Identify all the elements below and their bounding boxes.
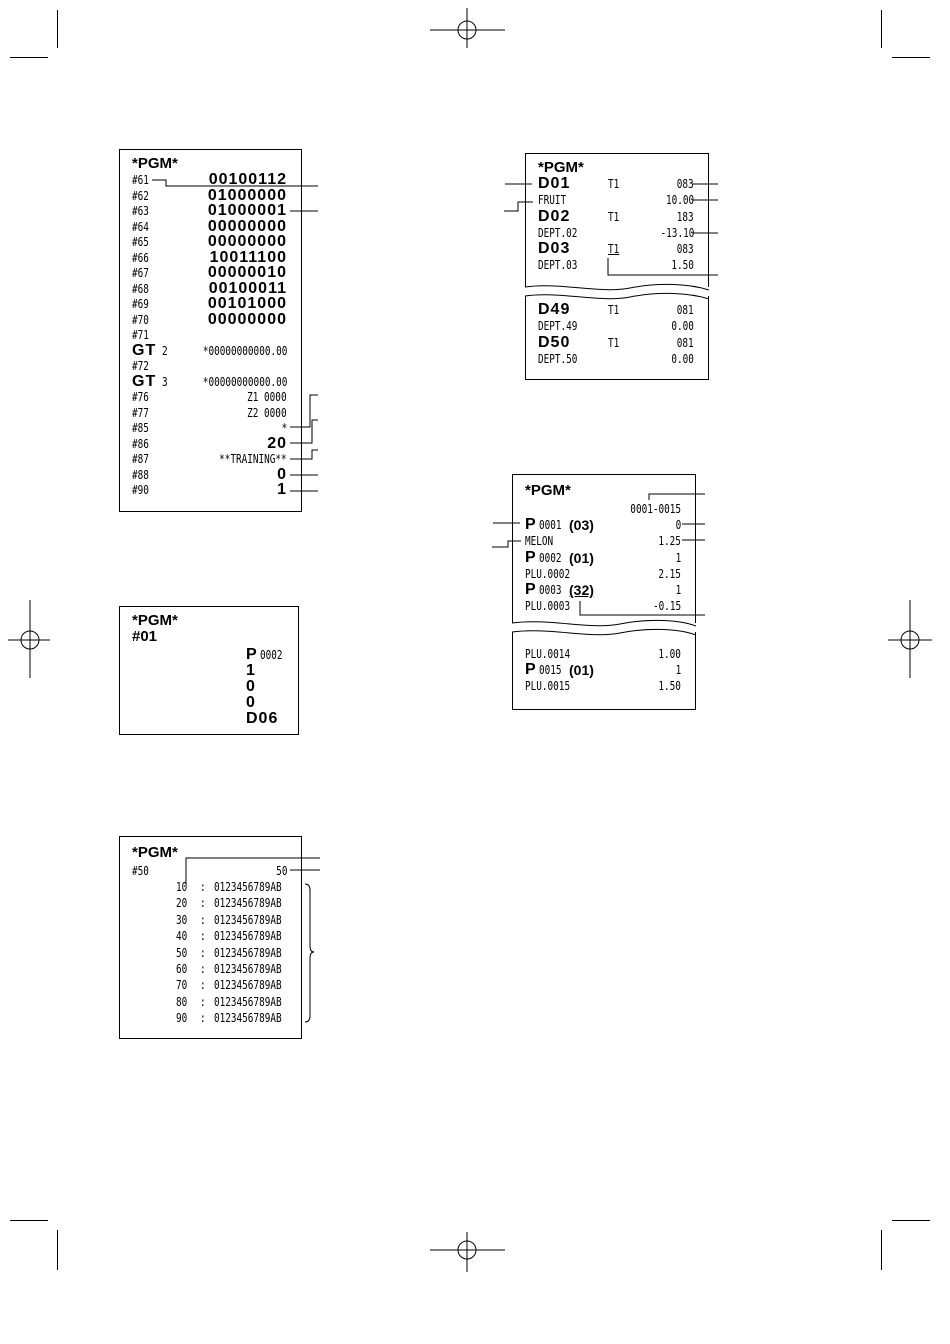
dept-code: D49 (538, 301, 571, 318)
receipt-plu-bottom (512, 632, 696, 710)
gt-sub: 2 (162, 343, 168, 358)
plu-group: (32) (569, 582, 594, 598)
plu-prefix: P (525, 516, 537, 533)
plu-name-row (513, 598, 695, 614)
row-number: 80 (176, 994, 188, 1009)
dept-value: 083 (677, 242, 694, 256)
value-line: D06 (246, 710, 279, 727)
settings-row (120, 482, 301, 498)
dept-code-row (526, 176, 708, 192)
settings-label: #90 (132, 483, 149, 497)
settings-row (120, 374, 301, 390)
text-row (120, 994, 301, 1010)
plu-name-row (513, 533, 695, 549)
settings-label: #64 (132, 219, 149, 234)
text-row (120, 912, 301, 928)
receipt-pgm-50 (119, 836, 302, 1039)
settings-row (120, 436, 301, 452)
text-row (120, 895, 301, 911)
plu-code-row (513, 582, 695, 598)
settings-row (120, 172, 301, 188)
row-separator: : (200, 1011, 206, 1026)
dept-name-row (526, 225, 708, 241)
dept-name-row (526, 257, 708, 273)
dept-code-row (526, 335, 708, 351)
value-line: 1 (246, 662, 256, 679)
settings-value: 00101000 (207, 295, 287, 312)
plu-price: 1.25 (658, 534, 681, 548)
dept-name-row (526, 192, 708, 208)
receipt-pgm-settings (119, 149, 302, 512)
settings-row (120, 467, 301, 483)
plu-price: -0.15 (652, 599, 681, 613)
row-separator: : (200, 994, 206, 1009)
row-number: 70 (176, 978, 188, 993)
receipt-plu-top (512, 474, 696, 623)
plu-price: 1.50 (658, 679, 681, 693)
value-line: 0 (246, 678, 256, 695)
settings-row (120, 405, 301, 421)
dept-price: -13.10 (660, 225, 694, 240)
row-number: 50 (176, 945, 188, 960)
dept-code: D03 (538, 240, 571, 257)
settings-value: Z2 0000 (247, 405, 287, 420)
row-value: 0123456789AB (214, 994, 282, 1009)
crop-mark (892, 1220, 930, 1221)
settings-label: #70 (132, 312, 149, 327)
text-row (120, 945, 301, 961)
settings-label: #85 (132, 421, 149, 435)
value-line: 0 (246, 694, 256, 711)
settings-value: *00000000000.00 (202, 343, 287, 358)
settings-label: #61 (132, 173, 149, 187)
plu-name: PLU.0003 (525, 599, 571, 613)
settings-value: * (281, 421, 287, 435)
row-value: 0123456789AB (214, 962, 282, 976)
plu-code-row (513, 517, 695, 533)
plu-name: PLU.0002 (525, 566, 571, 581)
row-separator: : (200, 962, 206, 976)
gt-label: GT (132, 372, 157, 390)
text-row (120, 928, 301, 944)
receipt-dept-bottom (525, 296, 709, 380)
plu-value: 1 (675, 583, 681, 597)
row-separator: : (200, 896, 206, 911)
plu-number: 0001 (539, 518, 562, 532)
settings-value: 1 (277, 481, 287, 498)
row-number: 10 (176, 880, 188, 894)
settings-row (120, 265, 301, 281)
crop-mark (881, 10, 882, 48)
settings-value: **TRAINING** (219, 452, 287, 466)
plu-number: 0002 (260, 648, 283, 662)
row-separator: : (200, 912, 206, 927)
dept-tax: T1 (608, 209, 620, 224)
receipt-header: *PGM* (132, 612, 178, 629)
row-separator: : (200, 978, 206, 993)
settings-label: #72 (132, 359, 149, 373)
settings-label: #62 (132, 188, 149, 203)
settings-value: 20 (267, 434, 287, 452)
gt-label: GT (132, 341, 157, 359)
text-row (120, 1010, 301, 1026)
row-number: 90 (176, 1011, 188, 1026)
receipt-header: *PGM* (538, 159, 584, 176)
dept-value: 081 (677, 303, 694, 317)
row-value: 0123456789AB (214, 978, 282, 993)
program-code: #01 (132, 628, 158, 645)
plu-value: 1 (675, 550, 681, 565)
plu-price: 1.00 (658, 647, 681, 661)
plu-range: 0001-0015 (630, 502, 681, 516)
settings-label: #87 (132, 452, 149, 466)
settings-label: #65 (132, 235, 149, 249)
settings-label: #71 (132, 328, 149, 342)
plu-code-row (513, 662, 695, 678)
dept-code: D50 (538, 333, 571, 351)
settings-row (120, 343, 301, 359)
settings-label: #63 (132, 204, 149, 218)
settings-row (120, 358, 301, 374)
crop-mark (57, 1230, 58, 1270)
plu-value: 0 (675, 518, 681, 532)
plu-prefix: P (246, 646, 258, 663)
dept-code-row (526, 302, 708, 318)
settings-value: 01000001 (207, 202, 287, 219)
dept-price: 0.00 (671, 319, 694, 333)
text-row (120, 879, 301, 895)
dept-name: DEPT.49 (538, 319, 578, 333)
settings-value: 00000000 (207, 310, 287, 328)
settings-value: Z1 0000 (247, 390, 287, 404)
dept-name: DEPT.50 (538, 351, 578, 366)
row-number: 60 (176, 962, 188, 976)
receipt-pgm-01 (119, 606, 299, 735)
dept-name: FRUIT (538, 193, 567, 207)
program-value: 50 (275, 864, 287, 878)
program-label: #50 (132, 864, 149, 878)
settings-row (120, 327, 301, 343)
dept-value: 083 (677, 177, 694, 191)
settings-row (120, 389, 301, 405)
receipt-header: *PGM* (132, 155, 178, 172)
receipt-header: *PGM* (132, 844, 178, 861)
dept-tax: T1 (608, 335, 620, 350)
settings-label: #77 (132, 405, 149, 420)
settings-value: *00000000000.00 (202, 374, 287, 389)
dept-code-row (526, 209, 708, 225)
plu-value: 1 (675, 663, 681, 677)
row-number: 40 (176, 929, 188, 944)
dept-price: 0.00 (671, 351, 694, 366)
row-value: 0123456789AB (214, 929, 282, 944)
plu-code-row (513, 550, 695, 566)
crop-mark (10, 57, 48, 58)
plu-group: (03) (569, 517, 594, 533)
crop-mark (57, 10, 58, 48)
settings-row (120, 234, 301, 250)
crop-mark (881, 1230, 882, 1270)
plu-name-row (513, 678, 695, 694)
crop-mark (10, 1220, 48, 1221)
plu-prefix: P (525, 581, 537, 598)
plu-number: 0002 (539, 550, 562, 565)
settings-value: 00000010 (207, 264, 287, 281)
settings-value: 00100112 (208, 171, 287, 188)
row-separator: : (200, 945, 206, 960)
settings-row (120, 420, 301, 436)
dept-price: 1.50 (671, 258, 694, 272)
settings-value: 01000000 (207, 186, 287, 204)
settings-row (120, 203, 301, 219)
plu-price: 2.15 (658, 566, 681, 581)
plu-group: (01) (569, 662, 594, 678)
dept-tax: T1 (608, 242, 620, 256)
dept-value: 081 (677, 335, 694, 350)
row-value: 0123456789AB (214, 896, 282, 911)
dept-name: DEPT.03 (538, 258, 578, 272)
settings-value: 00100011 (208, 279, 287, 297)
row-number: 20 (176, 896, 188, 911)
row-value: 0123456789AB (214, 1011, 282, 1026)
row-value: 0123456789AB (214, 912, 282, 927)
text-row (120, 977, 301, 993)
row-value: 0123456789AB (214, 880, 282, 894)
settings-value: 0 (277, 465, 287, 483)
dept-code-row (526, 241, 708, 257)
settings-value: 10011100 (209, 248, 287, 266)
crop-mark (892, 57, 930, 58)
text-row (120, 961, 301, 977)
settings-row (120, 312, 301, 328)
plu-name: PLU.0015 (525, 679, 571, 693)
receipt-dept-top (525, 153, 709, 287)
dept-tax: T1 (608, 303, 620, 317)
row-separator: : (200, 929, 206, 944)
settings-label: #68 (132, 281, 149, 296)
dept-code: D02 (538, 207, 571, 225)
plu-prefix: P (525, 661, 537, 678)
dept-price: 10.00 (665, 193, 694, 207)
dept-name-row (526, 351, 708, 367)
dept-name-row (526, 318, 708, 334)
settings-value: 00000000 (207, 233, 287, 250)
settings-label: #66 (132, 250, 149, 265)
settings-value: 00000000 (207, 217, 287, 235)
plu-prefix: P (525, 548, 537, 566)
plu-number: 0015 (539, 663, 562, 677)
plu-name: PLU.0014 (525, 647, 571, 661)
settings-row (120, 296, 301, 312)
plu-name: MELON (525, 534, 554, 548)
settings-row (120, 451, 301, 467)
gt-sub: 3 (162, 374, 168, 389)
settings-label: #88 (132, 467, 149, 482)
row-separator: : (200, 880, 206, 894)
plu-group: (01) (569, 549, 594, 566)
plu-name-row (513, 566, 695, 582)
settings-label: #67 (132, 266, 149, 280)
row-number: 30 (176, 912, 188, 927)
dept-code: D01 (538, 175, 571, 192)
row-value: 0123456789AB (214, 945, 282, 960)
plu-number: 0003 (539, 583, 562, 597)
dept-name: DEPT.02 (538, 225, 578, 240)
settings-label: #86 (132, 436, 149, 451)
settings-label: #69 (132, 297, 149, 311)
dept-value: 183 (677, 209, 694, 224)
settings-label: #76 (132, 390, 149, 404)
receipt-header: *PGM* (525, 482, 571, 499)
dept-tax: T1 (608, 177, 620, 191)
